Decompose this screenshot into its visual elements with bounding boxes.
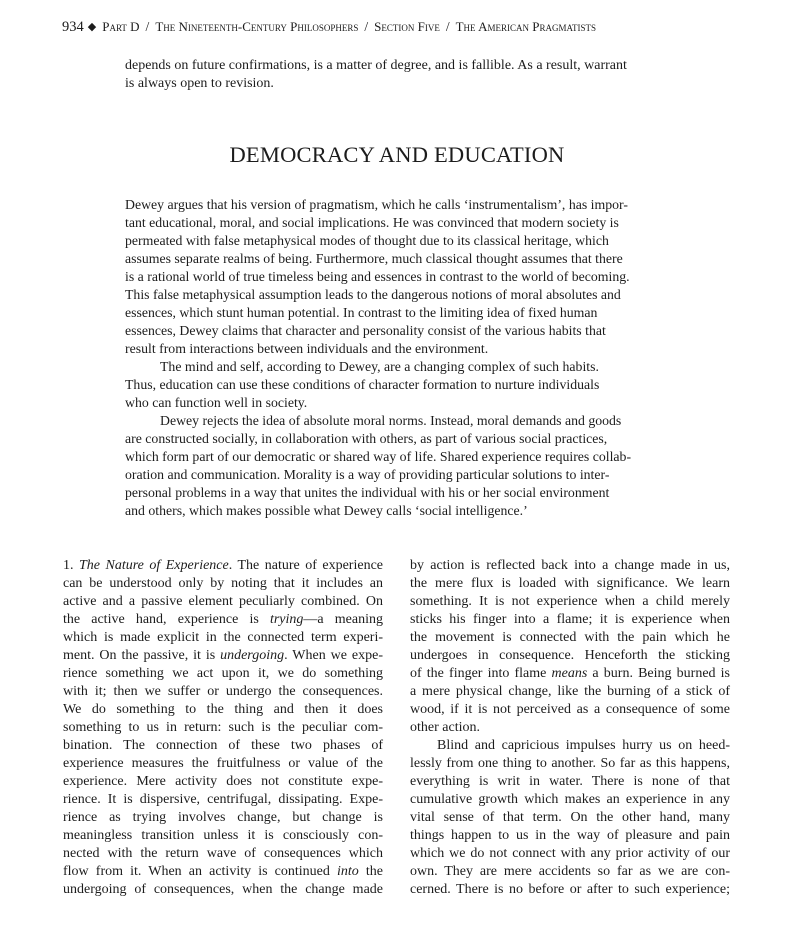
intro-line: assumes separate realms of being. Furthermore, much classical thought assumes that there	[125, 251, 623, 266]
body-line: a mere physical change, like the burning of a stick of	[410, 684, 730, 699]
header-section-title: The Nineteenth-Century Philosophers	[155, 19, 359, 34]
header-part: Part D	[102, 19, 140, 34]
body-line: rience something we act upon it, we do something	[63, 666, 383, 681]
body-line: ment. On the passive, it is undergoing. When we expe-	[63, 648, 384, 663]
body-text: . The nature of experience	[228, 558, 383, 573]
body-line: vital sense of that term. On the other hand, many	[410, 810, 730, 825]
intro-line: Dewey rejects the idea of absolute moral norms. Instead, moral demands and goods	[160, 413, 622, 428]
body-line: experience measures the fruitfulness or value of the	[63, 756, 383, 771]
body-line: own. They are mere accidents so far as we are con-	[410, 864, 730, 879]
page-number: 934	[62, 19, 84, 35]
body-line: cerned. There is no before or after to such experience;	[410, 882, 730, 897]
section-number: 1.	[63, 558, 74, 573]
body-line: lessly from one thing to another. So far as this happens,	[410, 756, 730, 771]
body-line: can be understood only by noting that it includes an	[63, 576, 383, 591]
body-line: undergoing of consequences, when the change made	[63, 882, 383, 897]
section-heading-line	[63, 557, 383, 575]
header-separator: /	[145, 19, 150, 34]
body-line: which is made explicit in the connected term experi-	[63, 630, 383, 645]
body-line: with it; then we suffer or undergo the consequences.	[63, 684, 383, 699]
intro-line: who can function well in society.	[125, 395, 308, 410]
body-line: rience as trying involves change, but change is	[63, 810, 383, 825]
body-line: wood, if it is not perceived as a consequence of some	[410, 702, 730, 717]
header-subsection: The American Pragmatists	[455, 19, 596, 34]
diamond-ornament-icon: ◆	[87, 21, 97, 33]
header-separator: /	[364, 19, 369, 34]
body-line: bination. The connection of these two phases of	[63, 738, 383, 753]
header-section: Section Five	[374, 19, 440, 34]
intro-line: result from interactions between individuals and the environment.	[125, 341, 489, 356]
intro-line: Thus, education can use these conditions of character formation to nurture individuals	[125, 377, 600, 392]
intro-line: oration and communication. Morality is a way of providing particular solutions to inter-	[125, 467, 610, 482]
intro-line: and others, which makes possible what Dewey calls ‘social intelligence.’	[125, 503, 528, 518]
continued-paragraph-line: is always open to revision.	[125, 76, 274, 91]
intro-line: personal problems in a way that unites the individual with his or her social environment	[125, 485, 610, 500]
body-line: which we do not connect with any prior activity of our	[410, 846, 730, 861]
body-line: nected with the return wave of consequences which	[63, 846, 383, 861]
body-line: sticks his finger into a flame; it is experience when	[410, 612, 730, 627]
intro-line: The mind and self, according to Dewey, are a changing complex of such habits.	[160, 359, 599, 374]
body-line: everything is writ in water. There is none of that	[410, 774, 730, 789]
body-line: the active hand, experience is trying—a meaning	[63, 612, 383, 627]
intro-line: Dewey argues that his version of pragmatism, which he calls ‘instrumentalism’, has impor-	[125, 197, 628, 212]
body-line: Blind and capricious impulses hurry us on heed-	[437, 738, 730, 753]
body-line: We do something to the thing and then it does	[63, 702, 383, 717]
body-line: something to us in return: such is the peculiar com-	[63, 720, 383, 735]
body-line: meaningless transition unless it is consciously con-	[63, 828, 383, 843]
body-line: the mere flux is loaded with significance. We learn	[410, 576, 730, 591]
body-line: active and a passive element peculiarly combined. On	[63, 594, 383, 609]
body-line: cumulative growth which makes an experience in any	[410, 792, 730, 807]
intro-line: are constructed socially, in collaboration with others, as part of various social practices,	[125, 431, 608, 446]
body-line: by action is reflected back into a change made in us,	[410, 558, 730, 573]
chapter-title: DEMOCRACY AND EDUCATION	[229, 142, 565, 167]
running-header	[62, 17, 742, 38]
continued-paragraph-line: depends on future confirmations, is a matter of degree, and is fallible. As a result, warrant	[125, 58, 627, 73]
intro-line: tant educational, moral, and social implications. He was convinced that modern society is	[125, 215, 619, 230]
section-heading: The Nature of Experience	[79, 558, 229, 573]
intro-line: permeated with false metaphysical modes of thought due to its classical heritage, which	[125, 233, 609, 248]
intro-line: This false metaphysical assumption leads to the dangerous notions of moral absolutes and	[125, 287, 621, 302]
intro-line: which form part of our democratic or shared way of life. Shared experience requires collab-	[125, 449, 632, 464]
body-line: other action.	[410, 720, 480, 735]
body-line: experience. Mere activity does not constitute expe-	[63, 774, 383, 789]
body-line: rience. It is dispersive, centrifugal, dissipating. Expe-	[63, 792, 383, 807]
body-line: the movement is connected with the pain which he	[410, 630, 730, 645]
body-line: of the finger into flame means a burn. Being burned is	[410, 666, 731, 681]
intro-line: essences, which stunt human potential. In contrast to the limiting idea of fixed human	[125, 305, 598, 320]
intro-line: is a rational world of true timeless being and essences in contrast to the world of becoming.	[125, 269, 630, 284]
intro-line: essences, Dewey claims that character and personality consist of the various habits that	[125, 323, 606, 338]
body-line: undergoes in consequence. Henceforth the sticking	[410, 648, 730, 663]
body-line: flow from it. When an activity is continued into the	[63, 864, 383, 879]
body-line: something. It is not experience when a child merely	[410, 594, 730, 609]
header-separator: /	[445, 19, 450, 34]
body-line: things happen to us in the way of pleasure and pain	[410, 828, 730, 843]
